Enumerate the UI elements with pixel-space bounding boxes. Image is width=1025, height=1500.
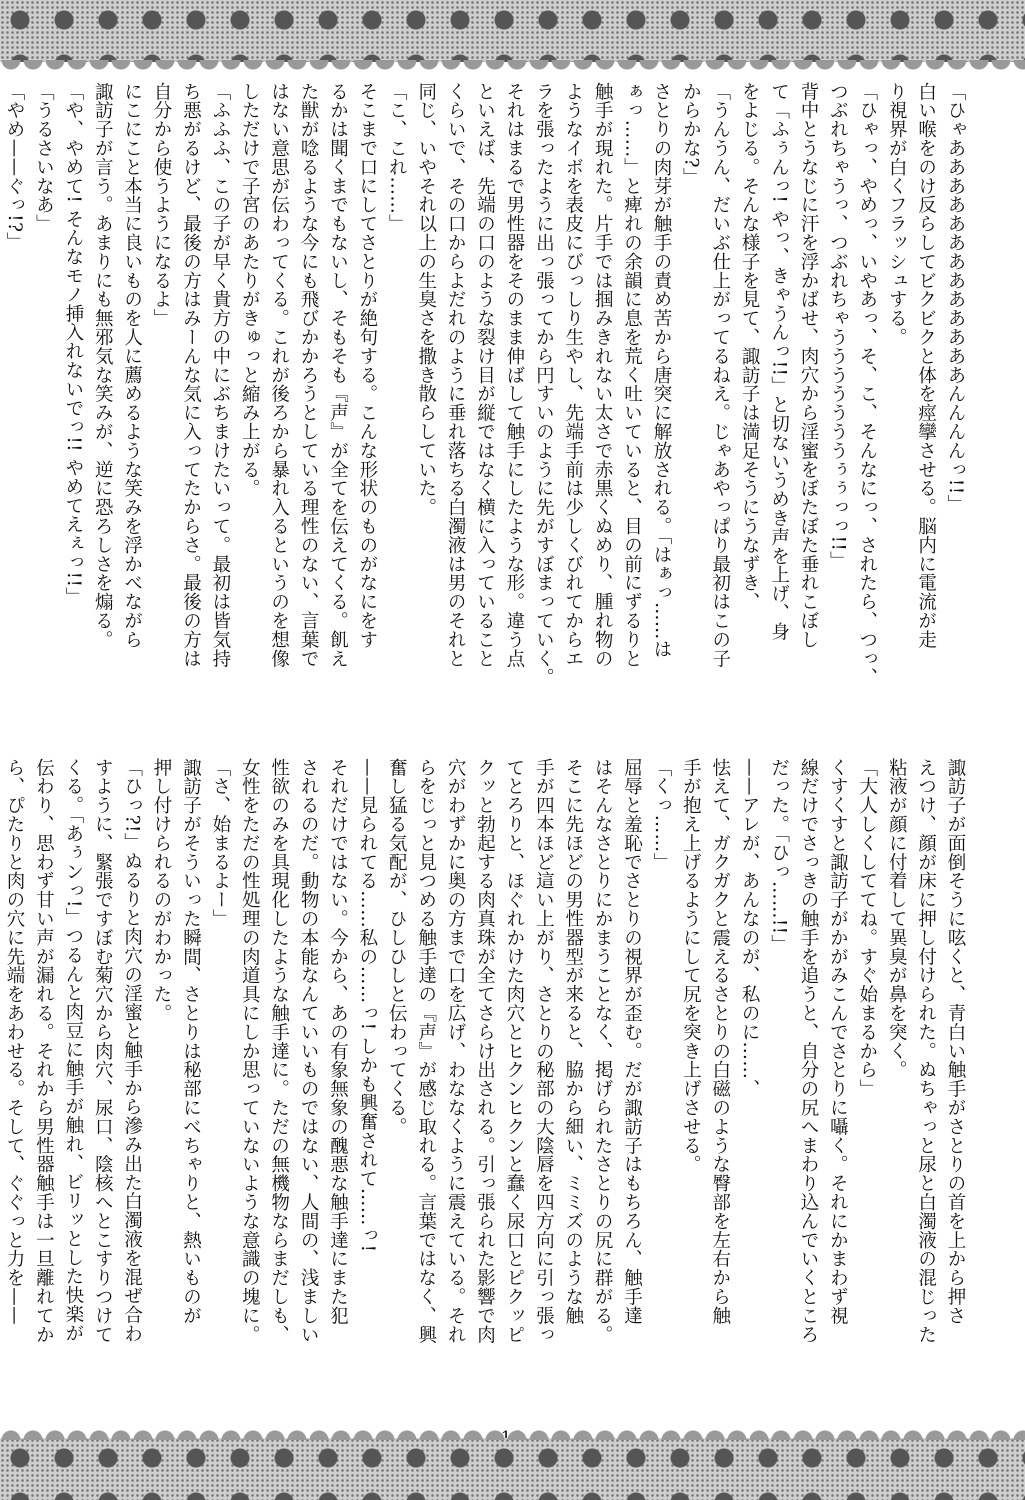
text-line: ——見られてる……私の……っ! しかも興奮されて……っ! <box>356 758 378 1253</box>
lower-text-block <box>4 758 970 1388</box>
text-line: 自分から使うようになるよ」 <box>151 82 173 328</box>
text-line: た獣が唸るような今にも飛びかかろうとしている理性のない、言葉で <box>298 82 320 668</box>
text-line: 線だけでさっきの触手を追うと、自分の尻へまわり込んでいくところ <box>797 758 819 1344</box>
text-line: されるのだ。動物の本能なんていいものではない、人間の、浅ましい <box>298 758 320 1344</box>
text-line: しただけで子宮のあたりがきゅっと縮み上がる。 <box>239 82 261 498</box>
text-line: をよじる。そんな様子を見て、諏訪子は満足そうにうなずき、 <box>739 82 761 612</box>
text-line: さとりの肉芽が触手の責め苦から唐突に解放される。「はぁっ……は <box>650 82 672 659</box>
text-line: くらいで、その口からよだれのように垂れ落ちる白濁液は男のそれと <box>445 82 467 668</box>
text-line: それはまるで男性器をそのまま伸ばして触手にしたような形。違う点 <box>503 82 525 668</box>
text-line: ラを張ったように出っ張ってから円すいのように先がすぼまっていく。 <box>533 82 555 687</box>
text-line: 「ひゃあああああああああああああんんんんっ!!」 <box>945 82 966 514</box>
text-line: 手が抱え上げるようにして尻を突き上げさせる。 <box>680 758 702 1174</box>
text-line: それだけではない。今から、あの有象無象の醜悪な触手達にまた犯 <box>327 758 349 1325</box>
text-line: 「や、やめて! そんなモノ挿入れないでっ!! やめてえぇっ!!」 <box>62 82 84 607</box>
text-line: ——アレが、あんなのが、私のに……、 <box>739 758 761 1099</box>
text-line: 諏訪子が言う。あまりにも無邪気な笑みが、逆に恐ろしさを煽る。 <box>92 82 114 649</box>
text-line: にこにこと本当に良いものを人に薦めるような笑みを浮かべながら <box>121 82 143 649</box>
text-line: 「うんうん、だいぶ仕上がってるねえ。じゃあやっぱり最初はこの子 <box>709 82 731 668</box>
text-line: そこに先ほどの男性器型が来ると、脇から細い、ミミズのような触 <box>562 758 584 1325</box>
text-line: からかな?」 <box>680 82 702 187</box>
text-line: 性欲のみを具現化したような触手達に。ただの無機物ならまだしも、 <box>268 758 290 1344</box>
text-line: 「大人しくしててね。すぐ始まるから」 <box>856 758 878 1099</box>
text-line: て「ふぅんっ! やっ、きゃうんっ!!」と切ないうめき声を上げ、身 <box>768 82 790 641</box>
text-line: ち悪がるけど、最後の方はみーんな気に入ってたからさ。最後の方は <box>180 82 202 668</box>
text-line: 「こ、これ……」 <box>386 82 408 234</box>
text-line: 伝わり、思わず甘い声が漏れる。それから男性器触手は一旦離れてか <box>33 758 55 1344</box>
text-line: 「うるさいなあ」 <box>33 82 55 234</box>
text-line: 押し付けられるのがわかった。 <box>151 758 173 1023</box>
text-line: てとろりと、ほぐれかけた肉穴とヒクンヒクンと蠢く尿口とピクッピ <box>503 758 525 1344</box>
text-line: 奮し猛る気配が、ひしひしと伝わってくる。 <box>386 758 408 1136</box>
text-line: 穴がわずかに奥の方まで口を広げ、わななくように震えている。それ <box>445 758 467 1344</box>
lace-border-top <box>0 0 1025 62</box>
text-line: らをじっと見つめる触手達の『声』が感じ取れる。言葉ではなく、興 <box>415 758 437 1344</box>
text-line: ら、ぴたりと肉の穴に先端をあわせる。そして、ぐぐっと力を—— <box>4 758 25 1325</box>
text-line: 「ひゃっ、やめっ、いやあっ、そ、こ、そんなにっ、されたら、つっ、 <box>856 82 878 687</box>
text-line: クッと勃起する肉真珠が全てさらけ出される。引っ張られた影響で肉 <box>474 758 496 1344</box>
text-line: 「くっ……」 <box>650 758 672 872</box>
text-line: 「ふふふ、この子が早く貴方の中にぶちまけたいって。最初は皆気持 <box>209 82 231 668</box>
text-line: 「ひっ?!」ぬるりと肉穴の淫蜜と触手から滲み出た白濁液を混ぜ合わ <box>121 758 143 1344</box>
text-line: り視界が白くフラッシュする。 <box>886 82 908 347</box>
text-line: はない意思が伝わってくる。これが後ろから暴れ入るというのを想像 <box>268 82 290 668</box>
text-line: 「さ、始まるよー」 <box>209 758 231 929</box>
text-line: ようなイボを表皮にびっしり生やし、先端手前は少しくびれてからエ <box>562 82 584 668</box>
text-line: 「やめ——ぐっ!?」 <box>4 82 25 252</box>
text-line: 手が四本ほど這い上がり、さとりの秘部の大陰唇を四方向に引っ張っ <box>533 758 555 1344</box>
text-line: 諏訪子がそういった瞬間、さとりは秘部にべちゃりと、熱いものが <box>180 758 202 1325</box>
text-line: 屈辱と羞恥でさとりの視界が歪む。だが諏訪子はもちろん、触手達 <box>621 758 643 1325</box>
text-line: すように、緊張ですぼむ菊穴から肉穴、尿口、陰核へとこすりつけて <box>92 758 114 1344</box>
text-line: だった。「ひっ……!!」 <box>768 758 790 954</box>
text-line: くる。「あぅンっ!」つるんと肉豆に触手が触れ、ビリッとした快楽が <box>62 758 84 1343</box>
text-line: 粘液が顔に付着して異臭が鼻を突く。 <box>886 758 908 1080</box>
text-line: るかは聞くまでもないし、そもそも『声』が全てを伝えてくる。飢え <box>327 82 349 668</box>
text-line: 諏訪子が面倒そうに呟くと、青白い触手がさとりの首を上から押さ <box>945 758 966 1325</box>
text-line: はそんなさとりにかまうことなく、掲げられたさとりの尻に群がる。 <box>592 758 614 1344</box>
lace-border-bottom <box>0 1438 1025 1500</box>
text-line: 白い喉をのけ反らしてビクビクと体を痙攣させる。脳内に電流が走 <box>915 82 937 649</box>
text-line: 触手が現れた。片手では掴みきれない太さで赤黒くぬめり、腫れ物の <box>592 82 614 668</box>
upper-text-block <box>4 82 970 722</box>
text-line: といえば、先端の口のような裂け目が縦ではなく横に入っていること <box>474 82 496 668</box>
text-line: 怯えて、ガクガクと震えるさとりの白磁のような臀部を左右から触 <box>709 758 731 1325</box>
text-line: つぶれちゃうっ、つぶれちゃうううううううぅぅっっ!!」 <box>827 82 849 571</box>
text-line: 女性をただの性処理の肉道具にしか思っていないような意識の塊に。 <box>239 758 261 1344</box>
text-line: 背中とうなじに汗を浮かばせ、肉穴から淫蜜をぼたぼた垂れこぼし <box>797 82 819 649</box>
text-line: そこまで口にしてさとりが絶句する。こんな形状のものがなにをす <box>356 82 378 649</box>
text-line: 同じ、いやそれ以上の生臭さを撒き散らしていた。 <box>415 82 437 517</box>
text-line: ぁっ……」と痺れの余韻に息を荒く吐いていると、目の前にずるりと <box>621 82 643 668</box>
text-line: えつけ、顔が床に押し付けられた。ぬちゃっと尿と白濁液の混じった <box>915 758 937 1344</box>
text-line: くすくすと諏訪子がかがみこんでさとりに囁く。それにかまわず視 <box>827 758 849 1325</box>
